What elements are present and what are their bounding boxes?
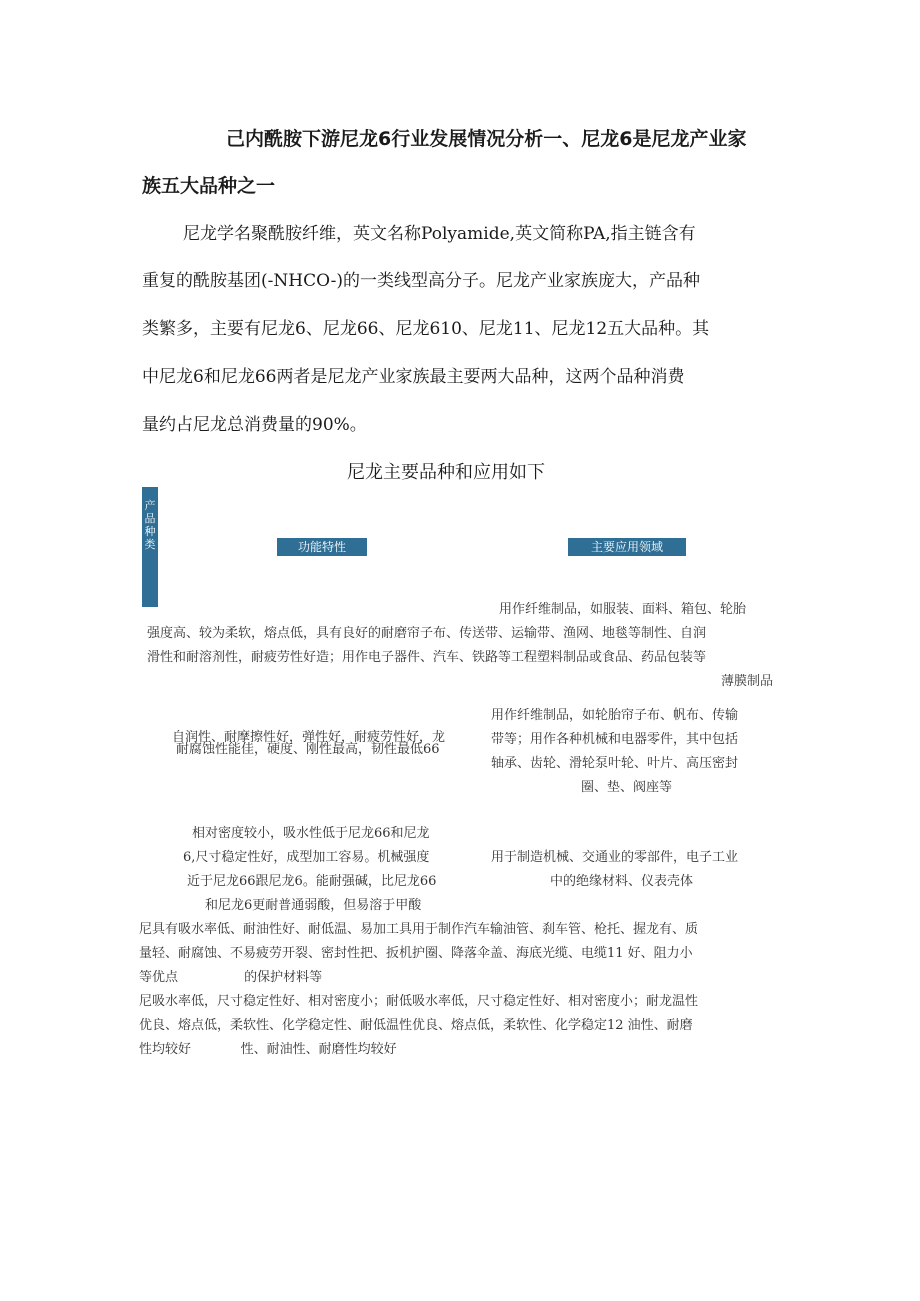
block2-app-line-1: 用作纤维制品，如轮胎帘子布、帆布、传输 (491, 708, 739, 723)
block3-feature-line-2: 6,尺寸稳定性好，成型加工容易。机械强度 (183, 850, 430, 865)
intro-line-4: 中尼龙6和尼龙66两者是尼龙产业家族最主要两大品种，这两个品种消费 (142, 367, 685, 387)
header-feature: 功能特性 (277, 538, 367, 556)
header-product-type-label: 产品种类 (144, 499, 156, 551)
block3-app-line-1: 用于制造机械、交通业的零部件，电子工业 (491, 850, 739, 865)
block3-app-line-2: 中的绝缘材料、仪表壳体 (550, 874, 694, 889)
block5-line-3: 性均较好 性、耐油性、耐磨性均较好 (139, 1042, 397, 1057)
intro-line-5: 量约占尼龙总消费量的90%。 (142, 415, 367, 435)
header-application: 主要应用领域 (568, 538, 686, 556)
block4-line-2: 量轻、耐腐蚀、不易疲劳开裂、密封性把、扳机护圈、降落伞盖、海底光缆、电缆11 好、阻力小 (139, 946, 693, 961)
intro-line-2: 重复的酰胺基团(-NHCO-)的一类线型高分子。尼龙产业家族庞大，产品种 (142, 271, 701, 291)
block2-feature-line-1: 自润性、耐摩擦性好，弹性好，耐疲劳性好，龙 (172, 730, 446, 745)
table-subtitle: 尼龙主要品种和应用如下 (347, 462, 545, 483)
block2-app-line-3: 轴承、齿轮、滑轮泵叶轮、叶片、高压密封 (491, 756, 739, 771)
document-title-line2: 族五大品种之一 (142, 175, 276, 197)
header-product-type (142, 487, 158, 607)
intro-line-3: 类繁多，主要有尼龙6、尼龙66、尼龙610、尼龙11、尼龙12五大品种。其 (142, 319, 710, 339)
block1-line-4: 薄膜制品 (721, 674, 774, 689)
block1-line-2: 强度高、较为柔软，熔点低，具有良好的耐磨帘子布、传送带、运输带、渔网、地毯等制性、自润 (147, 626, 707, 641)
block5-line-1: 尼吸水率低，尺寸稳定性好、相对密度小；耐低吸水率低，尺寸稳定性好、相对密度小；耐龙温性 (139, 994, 699, 1009)
block2-app-line-4: 圈、垫、阀座等 (581, 780, 673, 795)
block5-line-2: 优良、熔点低，柔软性、化学稳定性、耐低温性优良、熔点低，柔软性、化学稳定12 油性、耐磨 (139, 1018, 693, 1033)
block3-feature-line-1: 相对密度较小，吸水性低于尼龙66和尼龙 (192, 826, 430, 841)
document-title-line1: 己内酰胺下游尼龙6行业发展情况分析一、尼龙6是尼龙产业家 (226, 128, 747, 150)
block4-line-3: 等优点 的保护材料等 (139, 970, 323, 985)
intro-line-1: 尼龙学名聚酰胺纤维，英文名称Polyamide,英文简称PA,指主链含有 (183, 224, 696, 244)
block2-app-line-2: 带等；用作各种机械和电器零件，其中包括 (491, 732, 739, 747)
block1-line-3: 滑性和耐溶剂性，耐疲劳性好造；用作电子器件、汽车、铁路等工程塑料制品或食品、药品包装等 (147, 650, 707, 665)
block3-feature-line-3: 近于尼龙66跟尼龙6。能耐强碱，比尼龙66 (187, 874, 437, 889)
block4-line-1: 尼具有吸水率低、耐油性好、耐低温、易加工具用于制作汽车输油管、刹车管、枪托、握龙有、质 (139, 922, 699, 937)
block2-feature-line-2: 耐腐蚀性能佳，硬度、刚性最高，韧性最低66 (176, 742, 440, 757)
block1-line-1: 用作纤维制品，如服装、面料、箱包、轮胎 (499, 602, 747, 617)
block3-feature-line-4: 和尼龙6更耐普通弱酸，但易溶于甲酸 (205, 898, 422, 913)
